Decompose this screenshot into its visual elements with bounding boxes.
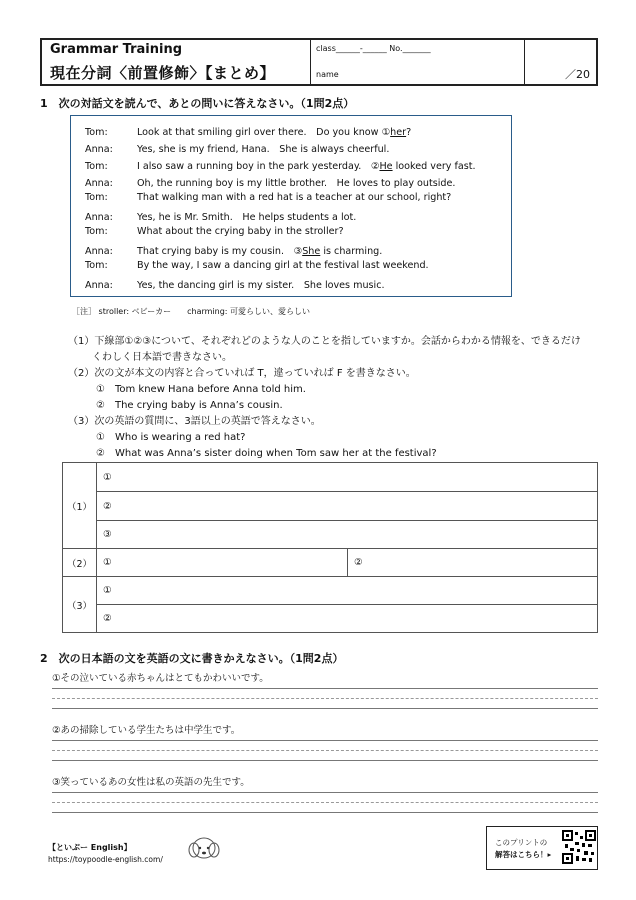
dialogue-line: Anna: Oh, the running boy is my little brother. He loves to play outside. — [85, 178, 456, 189]
question-3: （3）次の英語の質問に、3語以上の英語で答えなさい。 — [68, 416, 321, 427]
speaker: Tom: — [85, 127, 108, 138]
underlined-she: She — [302, 246, 321, 257]
answer-label-1: （1） — [63, 463, 97, 549]
question-2-a: ① Tom knew Hana before Anna told him. — [96, 384, 306, 395]
q2-item-1: ①その泣いている赤ちゃんはとてもかわいいです。 — [52, 673, 269, 684]
speaker: Tom: — [85, 226, 108, 237]
q2-item-3: ③笑っているあの女性は私の英語の先生です。 — [52, 777, 250, 788]
dialogue-line: Anna: That crying baby is my cousin. ③She is charming. — [85, 246, 383, 257]
q1-title: 1 次の対話文を読んで、あとの問いに答えなさい。（1問2点） — [40, 97, 355, 110]
dialogue-box — [70, 115, 512, 297]
question-1-line2: くわしく日本語で書きなさい。 — [92, 352, 232, 363]
q2-item-2: ②あの掃除している学生たちは中学生です。 — [52, 725, 241, 736]
q2-title: 2 次の日本語の文を英語の文に書きかえなさい。（1問2点） — [40, 652, 344, 665]
writing-line[interactable] — [52, 740, 598, 741]
dialogue-line: Tom: I also saw a running boy in the park yesterday. ②He looked very fast. — [85, 161, 476, 172]
class-number-field[interactable]: class______-______ No._______ — [316, 44, 431, 53]
writing-line[interactable] — [52, 688, 598, 689]
dialogue-line: Tom: By the way, I saw a dancing girl at the festival last weekend. — [85, 260, 429, 271]
underlined-her: her — [390, 127, 407, 138]
writing-line[interactable] — [52, 708, 598, 709]
answer-label-2: （2） — [63, 549, 97, 577]
question-3-a: ① Who is wearing a red hat? — [96, 432, 246, 443]
site-url[interactable]: https://toypoodle-english.com/ — [48, 855, 163, 864]
speaker: Anna: — [85, 178, 113, 189]
vocabulary-note: ［注］ stroller: ベビーカー charming: 可愛らしい、愛らしい — [72, 307, 311, 316]
title-english: Grammar Training — [50, 42, 183, 57]
header-box — [40, 38, 598, 86]
writing-line[interactable] — [52, 802, 598, 803]
question-2-b: ② The crying baby is Anna’s cousin. — [96, 400, 283, 411]
answer-cell-2-1[interactable]: ① — [97, 549, 348, 577]
writing-line[interactable] — [52, 812, 598, 813]
answer-link-line1: このプリントの — [495, 838, 548, 847]
dialogue-line: Tom: That walking man with a red hat is a teacher at our school, right? — [85, 192, 452, 203]
dialogue-line: Anna: Yes, the dancing girl is my sister. She loves music. — [85, 280, 385, 291]
answer-cell-1-1[interactable]: ① — [97, 463, 598, 492]
score-field: ／20 — [565, 68, 590, 81]
name-field[interactable]: name — [316, 70, 339, 79]
class-name-cell — [310, 40, 525, 84]
answer-table — [62, 462, 598, 633]
answer-cell-2-2[interactable]: ② — [348, 549, 598, 577]
answer-cell-3-1[interactable]: ① — [97, 577, 598, 605]
writing-line[interactable] — [52, 750, 598, 751]
title-cell — [42, 40, 311, 84]
question-3-b: ② What was Anna’s sister doing when Tom saw her at the festival? — [96, 448, 437, 459]
question-2: （2）次の文が本文の内容と合っていれば T，違っていれば F を書きなさい。 — [68, 368, 416, 379]
brand-name: 【といぷー English】 — [48, 843, 132, 852]
poodle-logo-icon — [186, 832, 222, 864]
speaker: Anna: — [85, 280, 113, 291]
title-japanese: 現在分詞〈前置修飾〉【まとめ】 — [50, 64, 276, 82]
writing-line[interactable] — [52, 760, 598, 761]
speaker: Tom: — [85, 260, 108, 271]
writing-line[interactable] — [52, 698, 598, 699]
writing-line[interactable] — [52, 792, 598, 793]
speaker: Anna: — [85, 246, 113, 257]
answer-link-line2: 解答はこちら！▸ — [495, 850, 552, 859]
answer-cell-1-3[interactable]: ③ — [97, 521, 598, 549]
answer-cell-1-2[interactable]: ② — [97, 492, 598, 521]
question-1-line1: （1）下線部①②③について、それぞれどのような人のことを指していますか。会話からわかる情報を、できるだけ — [68, 336, 581, 347]
speaker: Tom: — [85, 161, 108, 172]
answer-label-3: （3） — [63, 577, 97, 633]
speaker: Anna: — [85, 212, 113, 223]
dialogue-line: Tom: What about the crying baby in the stroller? — [85, 226, 344, 237]
dialogue-line: Tom: Look at that smiling girl over there. Do you know ①her? — [85, 127, 412, 138]
dialogue-line: Anna: Yes, he is Mr. Smith. He helps students a lot. — [85, 212, 357, 223]
speaker: Anna: — [85, 144, 113, 155]
answer-cell-3-2[interactable]: ② — [97, 605, 598, 633]
speaker: Tom: — [85, 192, 108, 203]
qr-code-icon[interactable] — [562, 830, 596, 864]
dialogue-line: Anna: Yes, she is my friend, Hana. She is always cheerful. — [85, 144, 390, 155]
underlined-he: He — [379, 161, 393, 172]
